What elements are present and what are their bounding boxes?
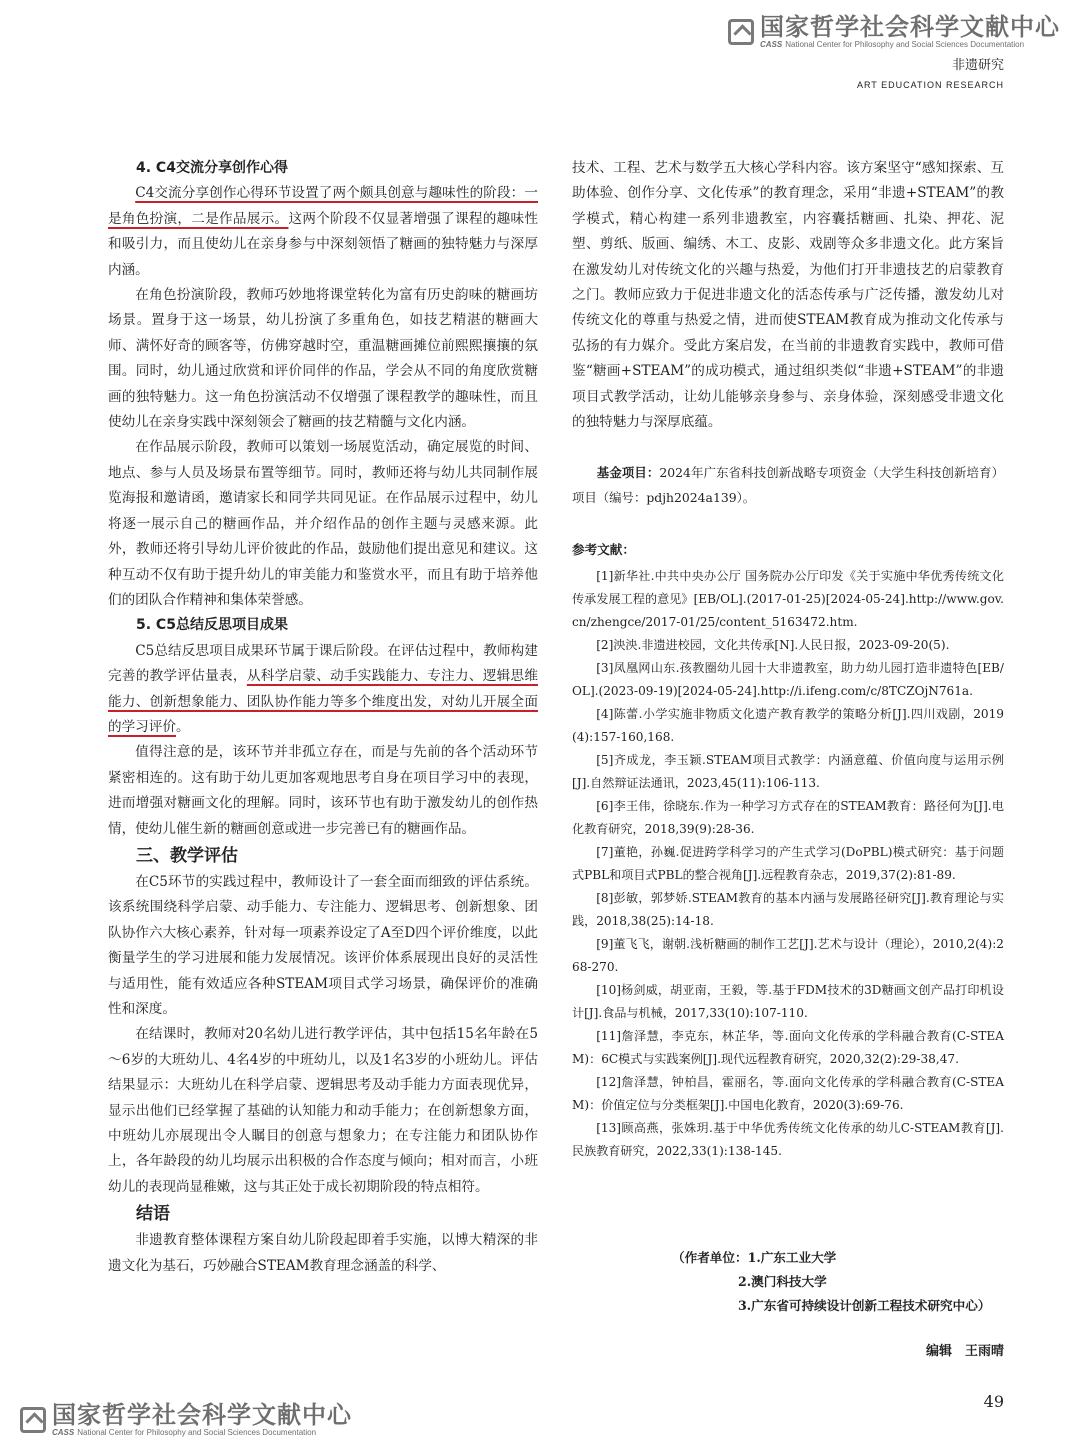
reference-item: [6]李王伟，徐晓东.作为一种学习方式存在的STEAM教育：路径何为[J].电化教育研究，2018,39(9):28-36.	[572, 799, 1004, 837]
cass-logo-icon	[728, 19, 754, 45]
reference-item: [1]新华社.中共中央办公厅 国务院办公厅印发《关于实施中华优秀传统文化传承发展工程的意见》[EB/OL].(2017-01-25)[2024-05-24].http://www.gov.cn/zhengce/2017-01/25/content_5163472.htm.	[572, 569, 1004, 630]
paragraph: 值得注意的是，该环节并非孤立存在，而是与先前的各个活动环节紧密相连的。这有助于幼儿更加客观地思考自身在项目学习中的表现，进而增强对糖画文化的理解。同时，该环节也有助于激发幼儿的创作热情，使幼儿催生新的糖画创意或进一步完善已有的糖画作品。	[108, 744, 538, 837]
paragraph: 在作品展示阶段，教师可以策划一场展览活动，确定展览的时间、地点、参与人员及场景布置等细节。同时，教师还将与幼儿共同制作展览海报和邀请函，邀请家长和同学共同见证。在作品展示过程中，幼儿将逐一展示自己的糖画作品，并介绍作品的创作主题与灵感来源。此外，教师还将引导幼儿评价彼此的作品，鼓励他们提出意见和建议。这种互动不仅有助于提升幼儿的审美能力和鉴赏水平，而且有助于培养他们的团队合作精神和集体荣誉感。	[108, 439, 538, 608]
editor-credit: 编辑 王雨晴	[925, 1344, 1004, 1359]
left-column	[108, 156, 538, 1279]
reference-item: [10]杨剑威，胡亚南，王毅，等.基于FDM技术的3D糖画文创产品打印机设计[J].食品与机械，2017,33(10):107-110.	[572, 983, 1004, 1021]
paragraph: 在C5环节的实践过程中，教师设计了一套全面而细致的评估系统。该系统围绕科学启蒙、动手能力、专注能力、逻辑思考、创新想象、团队协作六大核心素养，针对每一项素养设定了A至D四个评价维度，以此衡量学生的学习进展和能力发展情况。该评价体系展现出良好的灵活性与适用性，能有效适应各种STEAM项目式学习场景，确保评价的准确性和深度。	[108, 873, 538, 1017]
logo-chinese-name: 国家哲学社会科学文献中心	[52, 1401, 352, 1429]
section-label: 非遗研究	[951, 58, 1004, 73]
right-column	[572, 156, 1004, 1163]
heading-c4: 4. C4交流分享创作心得	[136, 160, 288, 176]
logo-english-name: CASS National Center for Philosophy and Social Sciences Documentation	[52, 1428, 317, 1437]
journal-name: ART EDUCATION RESEARCH	[856, 80, 1004, 90]
footer-logo	[20, 1402, 352, 1438]
reference-item: [13]顾高燕，张姝玥.基于中华优秀传统文化传承的幼儿C-STEAM教育[J].民族教育研究，2022,33(1):138-145.	[572, 1121, 1004, 1159]
logo-chinese-name: 国家哲学社会科学文献中心	[760, 13, 1060, 41]
paragraph: 在角色扮演阶段，教师巧妙地将课堂转化为富有历史韵味的糖画坊场景。置身于这一场景，幼儿扮演了多重角色，如技艺精湛的糖画大师、满怀好奇的顾客等，仿佛穿越时空，重温糖画摊位前熙熙攘攘的氛围。同时，幼儿通过欣赏和评价同伴的作品，学会从不同的角度欣赏糖画的独特魅力。这一角色扮演活动不仅增强了课程教学的趣味性，而且使幼儿在亲身实践中深刻领会了糖画的技艺精髓与文化内涵。	[108, 287, 538, 431]
reference-item: [2]泱泱.非遗进校园，文化共传承[N].人民日报，2023-09-20(5).	[596, 638, 950, 653]
affiliation-3: 3.广东省可持续设计创新工程技术研究中心）	[738, 1298, 991, 1313]
header-logo	[728, 14, 1060, 50]
affiliation-2: 2.澳门科技大学	[738, 1274, 827, 1289]
author-affiliations	[672, 1246, 990, 1318]
heading-evaluation: 三、教学评估	[136, 845, 238, 866]
reference-item: [8]彭敏，郭梦娇.STEAM教育的基本内涵与发展路径研究[J].教育理论与实践，2018,38(25):14-18.	[572, 891, 1004, 929]
page-number: 49	[983, 1392, 1004, 1411]
heading-c5: 5. C5总结反思项目成果	[136, 617, 288, 634]
reference-item: [7]董艳，孙巍.促进跨学科学习的产生式学习(DoPBL)模式研究：基于问题式PBL和项目式PBL的整合视角[J].远程教育杂志，2019,37(2):81-89.	[572, 845, 1004, 883]
paragraph: 非遗教育整体课程方案自幼儿阶段起即着手实施，以博大精深的非遗文化为基石，巧妙融合STEAM教育理念涵盖的科学、	[108, 1232, 538, 1274]
references-heading: 参考文献：	[572, 542, 635, 558]
reference-item: [4]陈蕾.小学实施非物质文化遗产教育教学的策略分析[J].四川戏剧，2019(4):157-160,168.	[572, 707, 1004, 745]
reference-item: [12]詹泽慧，钟柏昌，霍丽名，等.面向文化传承的学科融合教育(C-STEAM)：价值定位与分类框架[J].中国电化教育，2020(3):69-76.	[572, 1075, 1004, 1113]
reference-item: [5]齐成龙，李玉颖.STEAM项目式教学：内涵意蕴、价值向度与运用示例[J].自然辩证法通讯，2023,45(11):106-113.	[572, 753, 1004, 791]
heading-conclusion: 结语	[136, 1204, 170, 1225]
highlighted-text: 从科学启蒙、动手实践能力、专注力、逻辑思维能力、创新想象能力、团队协作能力等多个维度出发，对幼儿开展全面的学习评价	[108, 668, 539, 735]
paragraph: C4交流分享创作心得环节设置了两个颇具创意与趣味性的阶段：一是角色扮演，二是作品展示。这两个阶段不仅显著增强了课程的趣味性和吸引力，而且使幼儿在亲身参与中深刻领悟了糖画的独特魅力与深厚内涵。	[108, 185, 539, 278]
affiliation-1: （作者单位：1.广东工业大学	[672, 1250, 837, 1265]
reference-item: [11]詹泽慧，李克东，林芷华，等.面向文化传承的学科融合教育(C-STEAM)：6C模式与实践案例[J].现代远程教育研究，2020,32(2):29-38,47.	[572, 1029, 1004, 1067]
paragraph: 在结课时，教师对20名幼儿进行教学评估，其中包括15名年龄在5～6岁的大班幼儿、4名4岁的中班幼儿，以及1名3岁的小班幼儿。评估结果显示：大班幼儿在科学启蒙、逻辑思考及动手能力方面表现优异，显示出他们已经掌握了基础的认知能力和动手能力；在创新想象方面，中班幼儿亦展现出令人瞩目的创意与想象力；在专注能力和团队协作上，各年龄段的幼儿均展示出积极的合作态度与倾向；相对而言，小班幼儿的表现尚显稚嫩，这与其正处于成长初期阶段的特点相符。	[108, 1026, 538, 1195]
highlighted-text: C4交流分享创作心得环节设置了两个颇具创意与趣味性的阶段：一是角色扮演，二是作品展示。	[108, 185, 538, 227]
logo-english-name: CASS National Center for Philosophy and Social Sciences Documentation	[760, 40, 1025, 49]
reference-item: [9]董飞飞，谢朝.浅析糖画的制作工艺[J].艺术与设计（理论），2010,2(4):268-270.	[572, 937, 1004, 975]
paragraph: C5总结反思项目成果环节属于课后阶段。在评估过程中，教师构建完善的教学评估量表，从科学启蒙、动手实践能力、专注力、逻辑思维能力、创新想象能力、团队协作能力等多个维度出发，对幼儿开展全面的学习评价。	[108, 642, 539, 735]
paragraph-continued: 技术、工程、艺术与数学五大核心学科内容。该方案坚守“感知探索、互助体验、创作分享、文化传承”的教育理念，采用“非遗+STEAM”的教学模式，精心构建一系列非遗教室，内容囊括糖画、扎染、押花、泥塑、剪纸、版画、编绣、木工、皮影、戏剧等众多非遗文化。此方案旨在激发幼儿对传统文化的兴趣与热爱，为他们打开非遗技艺的启蒙教育之门。教师应致力于促进非遗文化的活态传承与广泛传播，激发幼儿对传统文化的尊重与热爱之情，进而使STEAM教育成为推动文化传承与弘扬的有力媒介。受此方案启发，在当前的非遗教育实践中，教师可借鉴“糖画+STEAM”的成功模式，通过组织类似“非遗+STEAM”的非遗项目式教学活动，让幼儿能够亲身参与、亲身体验，深刻感受非遗文化的独特魅力与深厚底蕴。	[572, 160, 1004, 431]
fund-note: 基金项目：2024年广东省科技创新战略专项资金（大学生科技创新培育）项目（编号：pdjh2024a139）。	[572, 465, 1004, 506]
reference-item: [3]凤凰网山东.孩教圈幼儿园十大非遗教室，助力幼儿园打造非遗特色[EB/OL].(2023-09-19)[2024-05-24].http://i.ifeng.com/c/8TCZOjN761a.	[572, 661, 1004, 699]
cass-logo-icon	[20, 1407, 46, 1433]
